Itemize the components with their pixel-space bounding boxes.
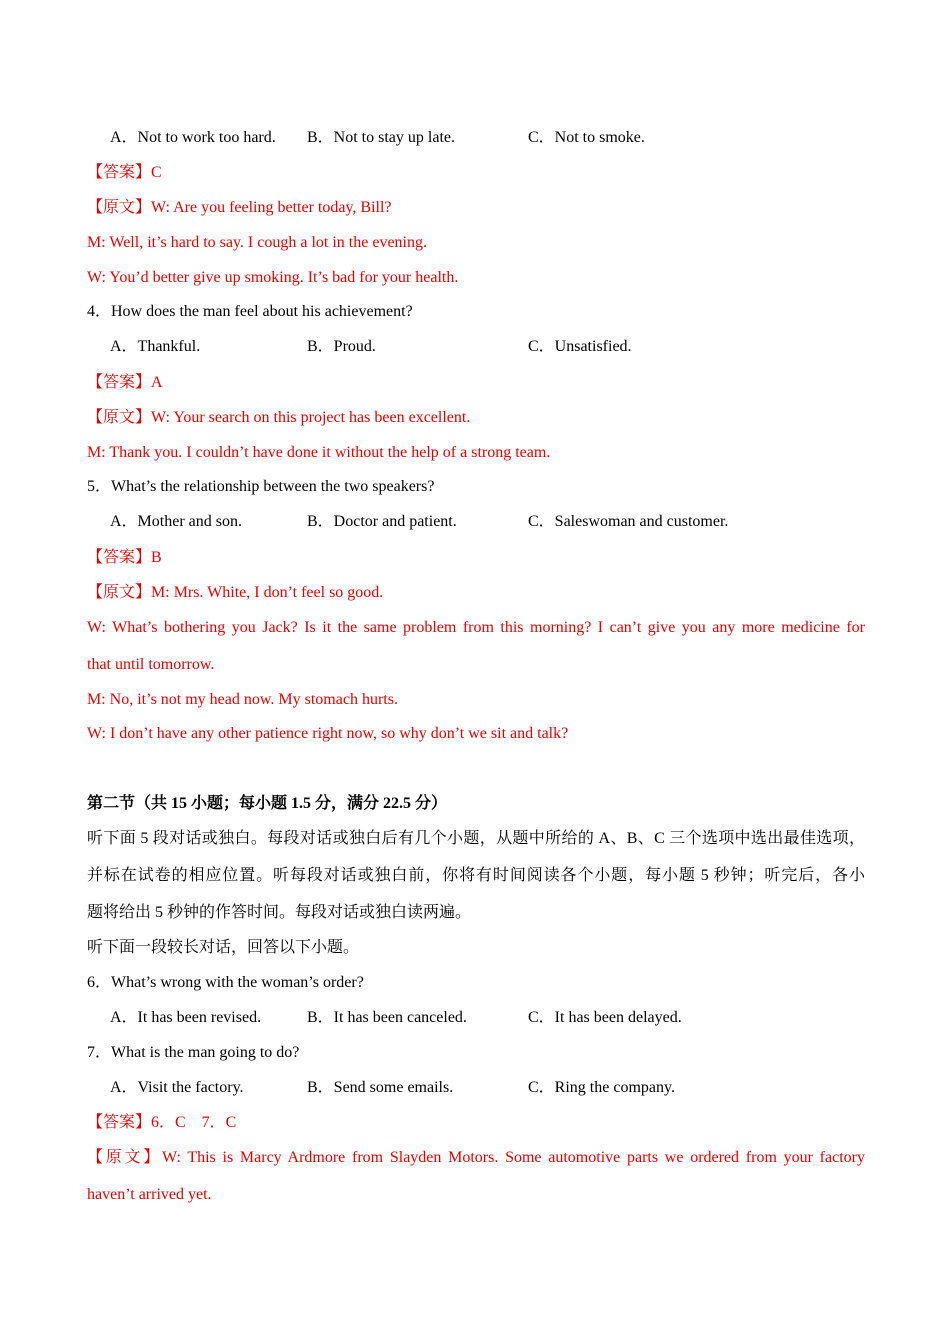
- question-5: 5．What’s the relationship between the two speakers?: [87, 478, 435, 495]
- option-b: B．It has been canceled.: [307, 1009, 467, 1026]
- transcript-tag: 【原文】: [87, 1149, 162, 1166]
- transcript-line: [87, 583, 383, 603]
- answer-line: 【答案】A: [87, 374, 163, 391]
- transcript-tag: 【原文】: [87, 409, 152, 426]
- option-b: B．Doctor and patient.: [307, 513, 457, 530]
- option-a: A．Thankful.: [110, 338, 201, 355]
- transcript-text: W: Your search on this project has been excellent.: [151, 409, 471, 426]
- transcript-line: that until tomorrow.: [87, 656, 215, 673]
- instruction-line: 听下面 5 段对话或独白。每段对话或独白后有几个小题，从题中所给的 A、B、C 三个选项中选出最佳选项，: [87, 830, 865, 847]
- instruction-line: 题将给出 5 秒钟的作答时间。每段对话或独白读两遍。: [87, 904, 472, 921]
- transcript-line: [87, 408, 470, 428]
- answer-line: 【答案】B: [87, 549, 162, 566]
- option-a: A．Visit the factory.: [110, 1079, 244, 1096]
- option-b: B．Send some emails.: [307, 1079, 454, 1096]
- option-b: B．Not to stay up late.: [307, 129, 455, 146]
- option-a: A．Mother and son.: [110, 513, 242, 530]
- transcript-line: W: I don’t have any other patience right now, so why don’t we sit and talk?: [87, 725, 569, 742]
- transcript-tag: 【原文】: [87, 584, 152, 601]
- question-6: 6．What’s wrong with the woman’s order?: [87, 974, 364, 991]
- question-4: 4．How does the man feel about his achievement?: [87, 303, 413, 320]
- transcript-line: M: Well, it’s hard to say. I cough a lot in the evening.: [87, 234, 427, 251]
- option-c: C．Saleswoman and customer.: [528, 513, 729, 530]
- option-c: C．Not to smoke.: [528, 129, 645, 146]
- section-heading: 第二节（共 15 小题；每小题 1.5 分，满分 22.5 分）: [87, 795, 448, 812]
- option-a: A．Not to work too hard.: [110, 129, 276, 146]
- option-c: C．Unsatisfied.: [528, 338, 632, 355]
- option-a: A．It has been revised.: [110, 1009, 262, 1026]
- transcript-line: M: No, it’s not my head now. My stomach hurts.: [87, 691, 398, 708]
- option-c: C．It has been delayed.: [528, 1009, 682, 1026]
- option-b: B．Proud.: [307, 338, 376, 355]
- answer-line: 【答案】C: [87, 164, 162, 181]
- answer-line: 【答案】6．C 7．C: [87, 1114, 237, 1131]
- transcript-text: M: Mrs. White, I don’t feel so good.: [151, 584, 384, 601]
- transcript-line: [87, 1148, 865, 1168]
- transcript-text: W: Are you feeling better today, Bill?: [151, 199, 392, 216]
- transcript-text: W: This is Marcy Ardmore from Slayden Motors. Some automotive parts we ordered from your factory: [161, 1149, 865, 1166]
- transcript-line: W: You’d better give up smoking. It’s bad for your health.: [87, 269, 459, 286]
- option-c: C．Ring the company.: [528, 1079, 675, 1096]
- transcript-line: [87, 198, 392, 218]
- transcript-line: M: Thank you. I couldn’t have done it without the help of a strong team.: [87, 444, 551, 461]
- transcript-line: haven’t arrived yet.: [87, 1186, 212, 1203]
- question-7: 7．What is the man going to do?: [87, 1044, 300, 1061]
- instruction-line: 并标在试卷的相应位置。听每段对话或独白前，你将有时间阅读各个小题，每小题 5 秒钟；听完后，各小: [87, 867, 865, 884]
- section-prompt: 听下面一段较长对话，回答以下小题。: [87, 939, 360, 956]
- transcript-line: W: What’s bothering you Jack? Is it the same problem from this morning? I can’t give you any more medicine for: [87, 619, 865, 636]
- transcript-tag: 【原文】: [87, 199, 152, 216]
